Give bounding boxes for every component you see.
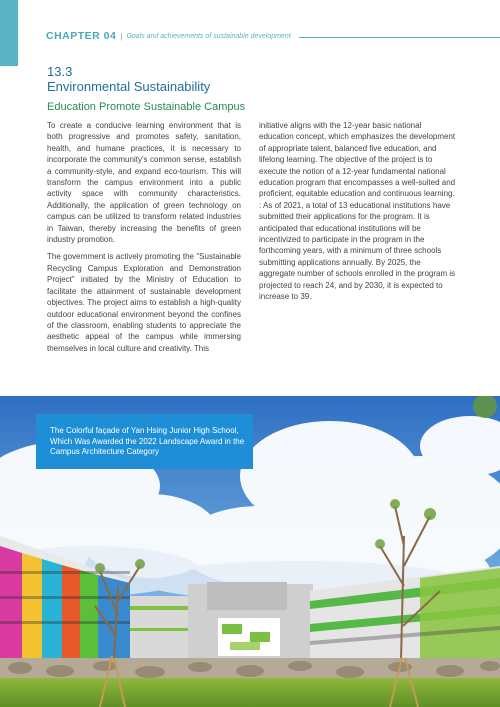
left-column <box>47 120 241 354</box>
chapter-label: CHAPTER 04 <box>46 30 117 42</box>
chapter-subtitle: Goals and achievements of sustainable development <box>126 32 291 40</box>
photo-caption-text: The Colorful façade of Yan Hsing Junior High School, Which Was Awarded the 2022 Landscape Award in the Campus Architecture Category <box>50 426 245 457</box>
right-column <box>259 120 456 303</box>
body-paragraph: To create a conducive learning environment that is both progressive and promotes safety, sanitation, health, and humane practices, it is necessary to incorporate the community's common sense, establish a community-style, and expand eco-tourism. This will transform the campus environment into a public activity space with community characteristics. Additionally, the application of green technology on campus can be utilized to transform related industries in Taiwan, thereby increasing the benefits of green industry promotion. <box>47 121 241 245</box>
subsection-heading: Education Promote Sustainable Campus <box>47 101 246 113</box>
body-paragraph: The government is actively promoting the "Sustainable Recycling Campus Exploration and Demonstration Project" initiated by the Ministry of Education to facilitate the attainment of sustainable development objectives. The project aims to establish a high-quality outdoor educational environment beyond the confines of the classroom, enabling students to appreciate the aesthetic appeal of the campus while immersing themselves in local culture and creativity. This <box>47 252 241 353</box>
page-header <box>46 29 500 43</box>
photo-caption <box>36 414 253 469</box>
section-title: Environmental Sustainability <box>47 79 211 94</box>
corner-tab-decoration <box>0 0 18 66</box>
header-separator: | <box>120 31 123 41</box>
header-rule <box>299 37 500 38</box>
body-paragraph: initiative aligns with the 12-year basic national education concept, which emphasizes the development of appropriate talent, balanced five education, and lifelong learning. The objective of the project is to execute the notion of a 12-year fundamental national education program that encompasses a well-suited and proficient, equitable education and continuous learning. : As of 2021, a total of 13 educational institutions have submitted their applications for the program. It is anticipated that educational institutions will be incentivized to participate in the program in the forthcoming years, with a minimum of three schools submitting applications annually. By 2025, the aggregate number of schools enrolled in the program is projected to reach 24, and by 2030, it is expected to increase to 39. <box>259 121 456 302</box>
section-number: 13.3 <box>47 64 73 79</box>
